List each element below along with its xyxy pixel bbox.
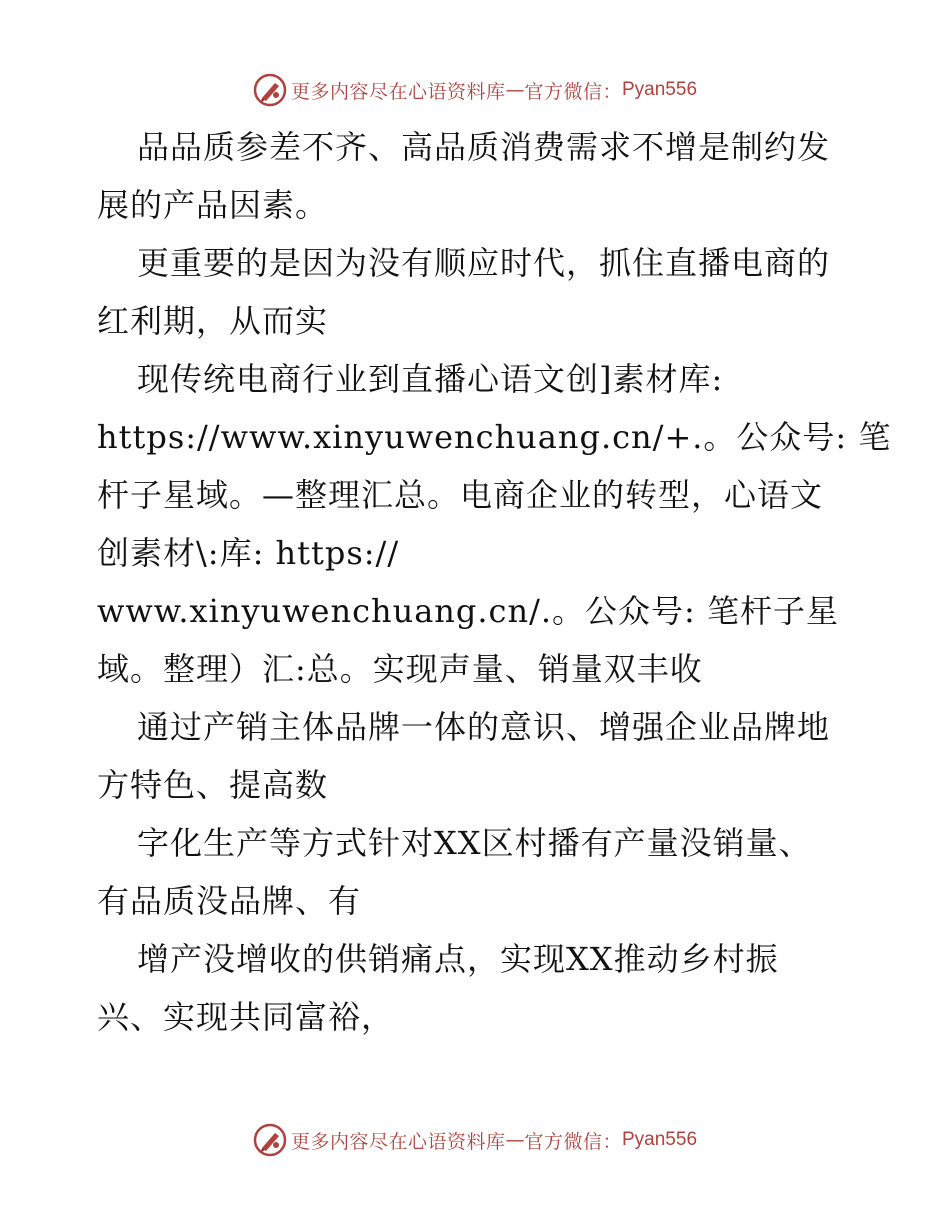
pen-logo-icon <box>253 1123 287 1157</box>
text-line: 创素材\:库: https:// <box>97 534 400 572</box>
text-line: 红利期，从而实 <box>97 302 329 340</box>
text-line: 品品质参差不齐、高品质消费需求不增是制约发 <box>137 128 831 166</box>
document-body <box>97 118 892 1046</box>
banner-wechat-id: Pyan556 <box>622 79 698 100</box>
text-line: www.xinyuwenchuang.cn/.。公众号: 笔杆子星 <box>97 592 839 630</box>
banner-wechat-label: 官方微信： <box>524 1130 622 1153</box>
footer-banner <box>0 1120 950 1160</box>
text-line: 更重要的是因为没有顺应时代，抓住直播电商的 <box>137 244 831 282</box>
text-line: 字化生产等方式针对XX区村播有产量没销量、 <box>137 824 812 862</box>
text-line: 域。整理）汇:总。实现声量、销量双丰收 <box>97 650 703 688</box>
banner-wechat-label: 官方微信： <box>524 80 622 103</box>
text-line: 通过产销主体品牌一体的意识、增强企业品牌地 <box>137 708 831 746</box>
text-line: 增产没增收的供销痛点，实现XX推动乡村振 <box>137 940 779 978</box>
text-line: 方特色、提高数 <box>97 766 329 804</box>
text-line: 现传统电商行业到直播心语文创]素材库: <box>137 360 724 398</box>
text-line: 兴、实现共同富裕， <box>97 998 395 1036</box>
text-line: 展的产品因素。 <box>97 186 329 224</box>
text-line: 杆子星域。—整理汇总。电商企业的转型，心语文 <box>97 476 824 514</box>
pen-logo-icon <box>253 73 287 107</box>
text-line: 有品质没品牌、有 <box>97 882 362 920</box>
banner-text: 更多内容尽在心语资料库 <box>290 80 506 103</box>
text-line: https://www.xinyuwenchuang.cn/+.。公众号: 笔 <box>97 418 892 456</box>
banner-separator: — <box>505 79 525 101</box>
banner-text: 更多内容尽在心语资料库 <box>290 1130 506 1153</box>
header-banner <box>0 70 950 110</box>
banner-wechat-id: Pyan556 <box>622 1129 698 1150</box>
banner-separator: — <box>505 1129 525 1151</box>
